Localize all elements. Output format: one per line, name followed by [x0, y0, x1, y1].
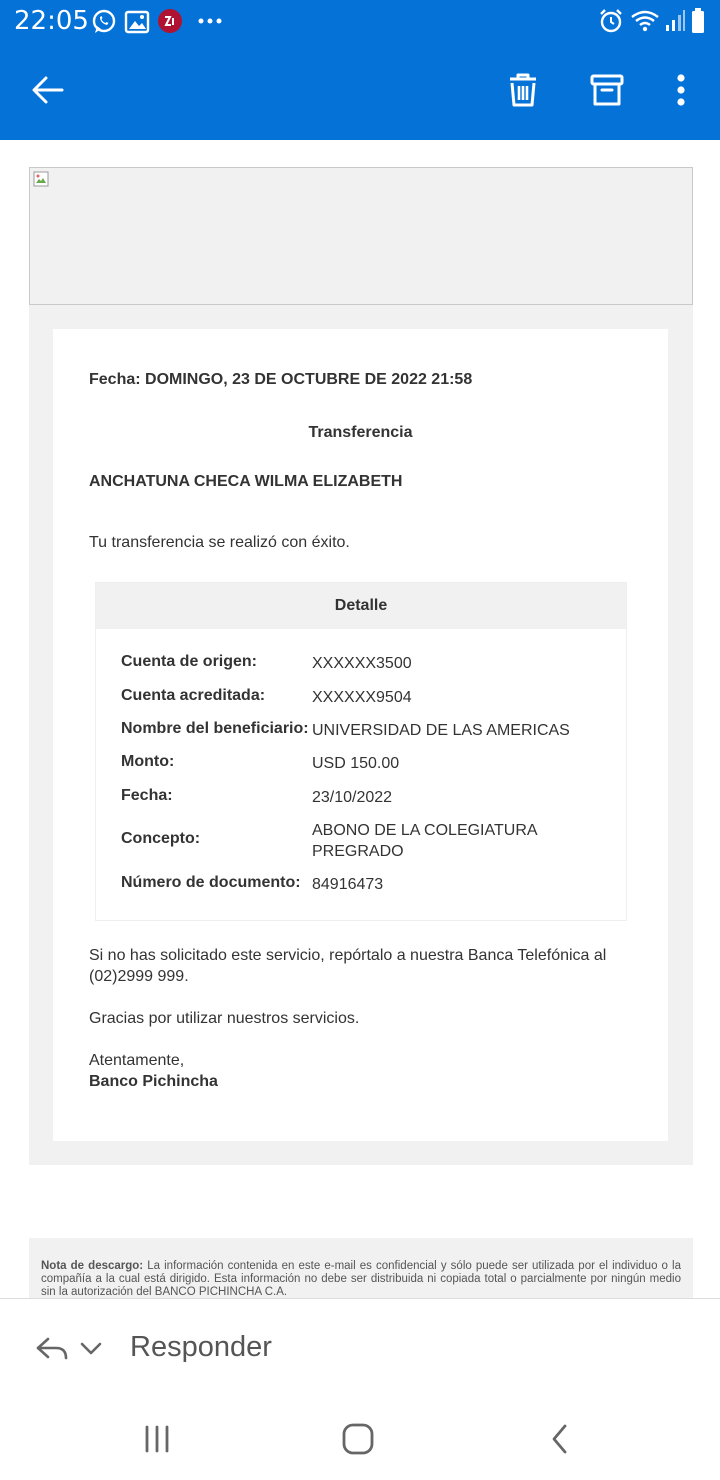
email-card: [53, 329, 668, 1141]
more-options-button[interactable]: [655, 64, 707, 116]
detail-label: Monto:: [121, 753, 175, 770]
app-notification-icon: [157, 8, 183, 34]
archive-button[interactable]: [581, 64, 633, 116]
detail-table: [95, 582, 627, 921]
detail-value: UNIVERSIDAD DE LAS AMERICAS: [312, 722, 570, 739]
chevron-down-icon[interactable]: [78, 1339, 104, 1359]
broken-image-icon: [33, 171, 49, 187]
home-icon[interactable]: [340, 1422, 376, 1456]
system-nav-bar: [0, 1398, 720, 1480]
reply-bar: [0, 1298, 720, 1399]
trash-icon: [503, 70, 543, 110]
success-message: Tu transferencia se realizó con éxito.: [89, 534, 350, 551]
alarm-icon: [598, 8, 624, 34]
detail-value: 84916473: [312, 876, 384, 893]
disclaimer-paragraph: [41, 1260, 681, 1298]
battery-icon: [690, 7, 706, 35]
gallery-icon: [124, 10, 150, 34]
detail-label: Cuenta de origen:: [121, 653, 258, 670]
detail-value: 23/10/2022: [312, 789, 393, 806]
reply-icon[interactable]: [34, 1333, 70, 1365]
signature: Banco Pichincha: [89, 1073, 218, 1090]
thanks-message: Gracias por utilizar nuestros servicios.: [89, 1010, 360, 1027]
recent-apps-icon[interactable]: [140, 1424, 174, 1454]
detail-label: Cuenta acreditada:: [121, 687, 266, 704]
email-banner-image: [29, 167, 693, 305]
signal-icon: [664, 9, 686, 33]
disclaimer-box: [29, 1238, 693, 1298]
whatsapp-icon: [90, 8, 118, 36]
email-heading: Transferencia: [308, 424, 413, 441]
detail-label: Número de documento:: [121, 874, 301, 891]
detail-value: USD 150.00: [312, 755, 400, 772]
delete-button[interactable]: [497, 64, 549, 116]
detail-label: Concepto:: [121, 830, 201, 847]
arrow-left-icon: [28, 70, 68, 110]
detail-value: XXXXXX9504: [312, 689, 412, 706]
disclaimer-text: La información contenida en este e-mail es confidencial y sólo puede ser utilizada por el individuo o la compañía a la cual está dirigido. Esta información no debe ser distribuida ni copiada total o parcialmente por ningún medio sin la autorización del BANCO PICHINCHA C.A.: [41, 1260, 681, 1298]
email-body[interactable]: [0, 140, 720, 1298]
detail-value: XXXXXX3500: [312, 655, 412, 672]
reply-button-label[interactable]: Responder: [130, 1331, 272, 1363]
report-note: Si no has solicitado este servicio, repórtalo a nuestra Banca Telefónica al (02)2999 999.: [89, 947, 607, 985]
wifi-icon: [630, 9, 660, 33]
more-vertical-icon: [675, 70, 687, 110]
top-app-bar: [0, 0, 720, 140]
disclaimer-label: Nota de descargo:: [41, 1260, 144, 1272]
email-message-panel: [29, 305, 693, 1165]
closing-text: Atentamente,: [89, 1052, 185, 1069]
detail-label: Nombre del beneficiario:: [121, 720, 309, 737]
more-notifications-icon: [198, 17, 224, 25]
detail-title: Detalle: [96, 583, 626, 629]
email-date: Fecha: DOMINGO, 23 DE OCTUBRE DE 2022 21:58: [89, 371, 473, 388]
back-button[interactable]: [22, 64, 74, 116]
recipient-name: ANCHATUNA CHECA WILMA ELIZABETH: [89, 473, 403, 490]
detail-value: ABONO DE LA COLEGIATURA PREGRADO: [312, 822, 537, 860]
status-time: 22:05: [14, 6, 89, 36]
back-nav-icon[interactable]: [546, 1422, 574, 1456]
detail-label: Fecha:: [121, 787, 173, 804]
archive-icon: [587, 70, 627, 110]
status-bar: [0, 0, 720, 44]
